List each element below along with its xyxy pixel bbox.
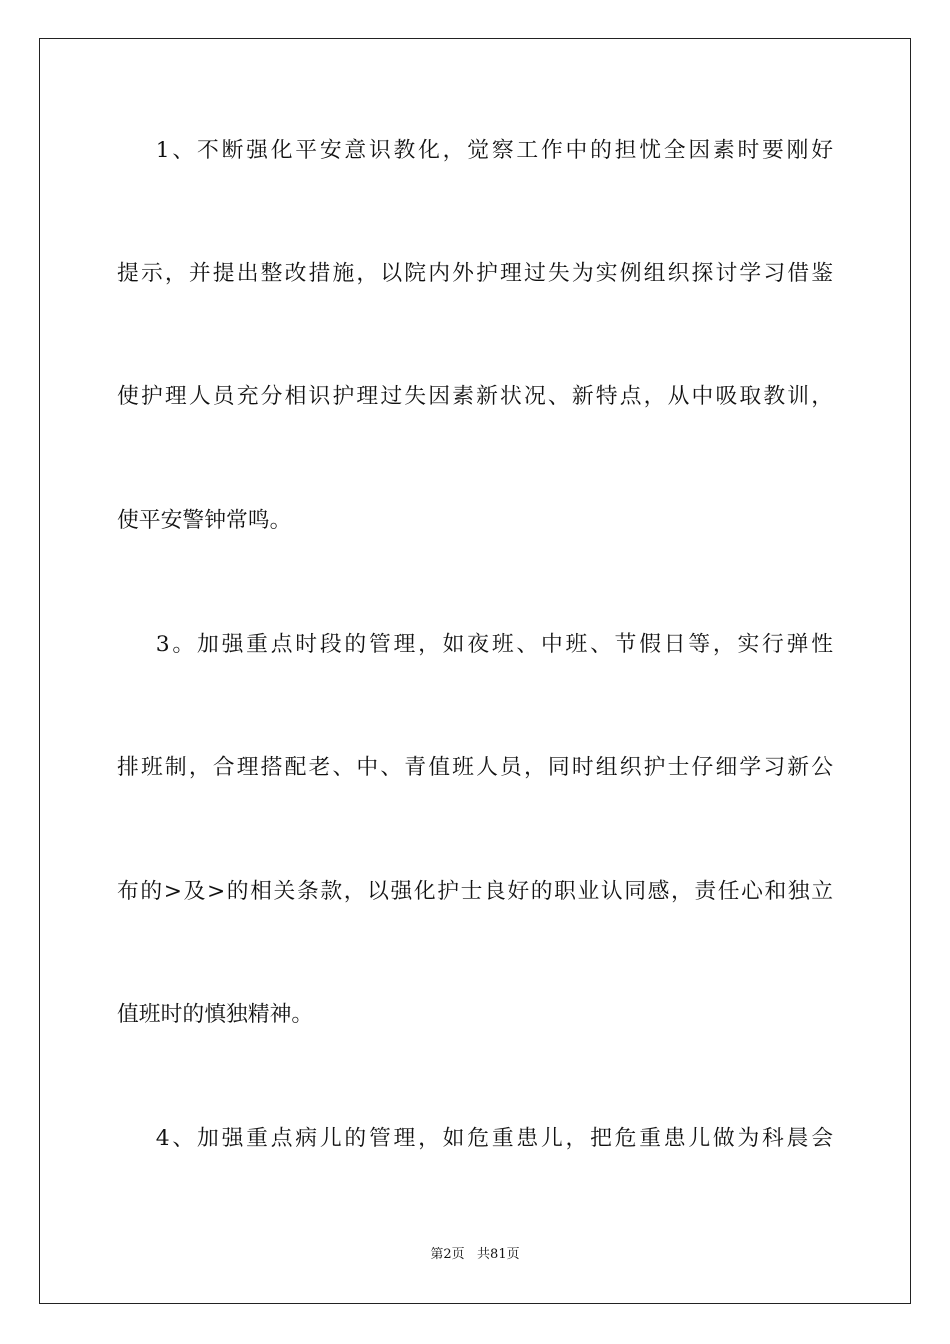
paragraph-line: 1、不断强化平安意识教化，觉察工作中的担忧全因素时要刚好 [117, 138, 833, 163]
paragraph-line: 3。加强重点时段的管理，如夜班、中班、节假日等，实行弹性 [117, 632, 833, 657]
page-number-footer: 第2页 共81页 [430, 1247, 520, 1262]
paragraph-line: 使平安警钟常鸣。 [117, 508, 292, 533]
paragraph-line: 4、加强重点病儿的管理，如危重患儿，把危重患儿做为科晨会 [117, 1126, 833, 1151]
paragraph-line: 提示，并提出整改措施，以院内外护理过失为实例组织探讨学习借鉴 [117, 261, 833, 286]
paragraph-line: 值班时的慎独精神。 [117, 1002, 314, 1027]
page-border [39, 38, 911, 1304]
paragraph-line: 使护理人员充分相识护理过失因素新状况、新特点，从中吸取教训， [117, 384, 833, 409]
paragraph-line: 排班制，合理搭配老、中、青值班人员，同时组织护士仔细学习新公 [117, 755, 833, 780]
paragraph-line: 布的>及>的相关条款，以强化护士良好的职业认同感，责任心和独立 [117, 879, 833, 904]
